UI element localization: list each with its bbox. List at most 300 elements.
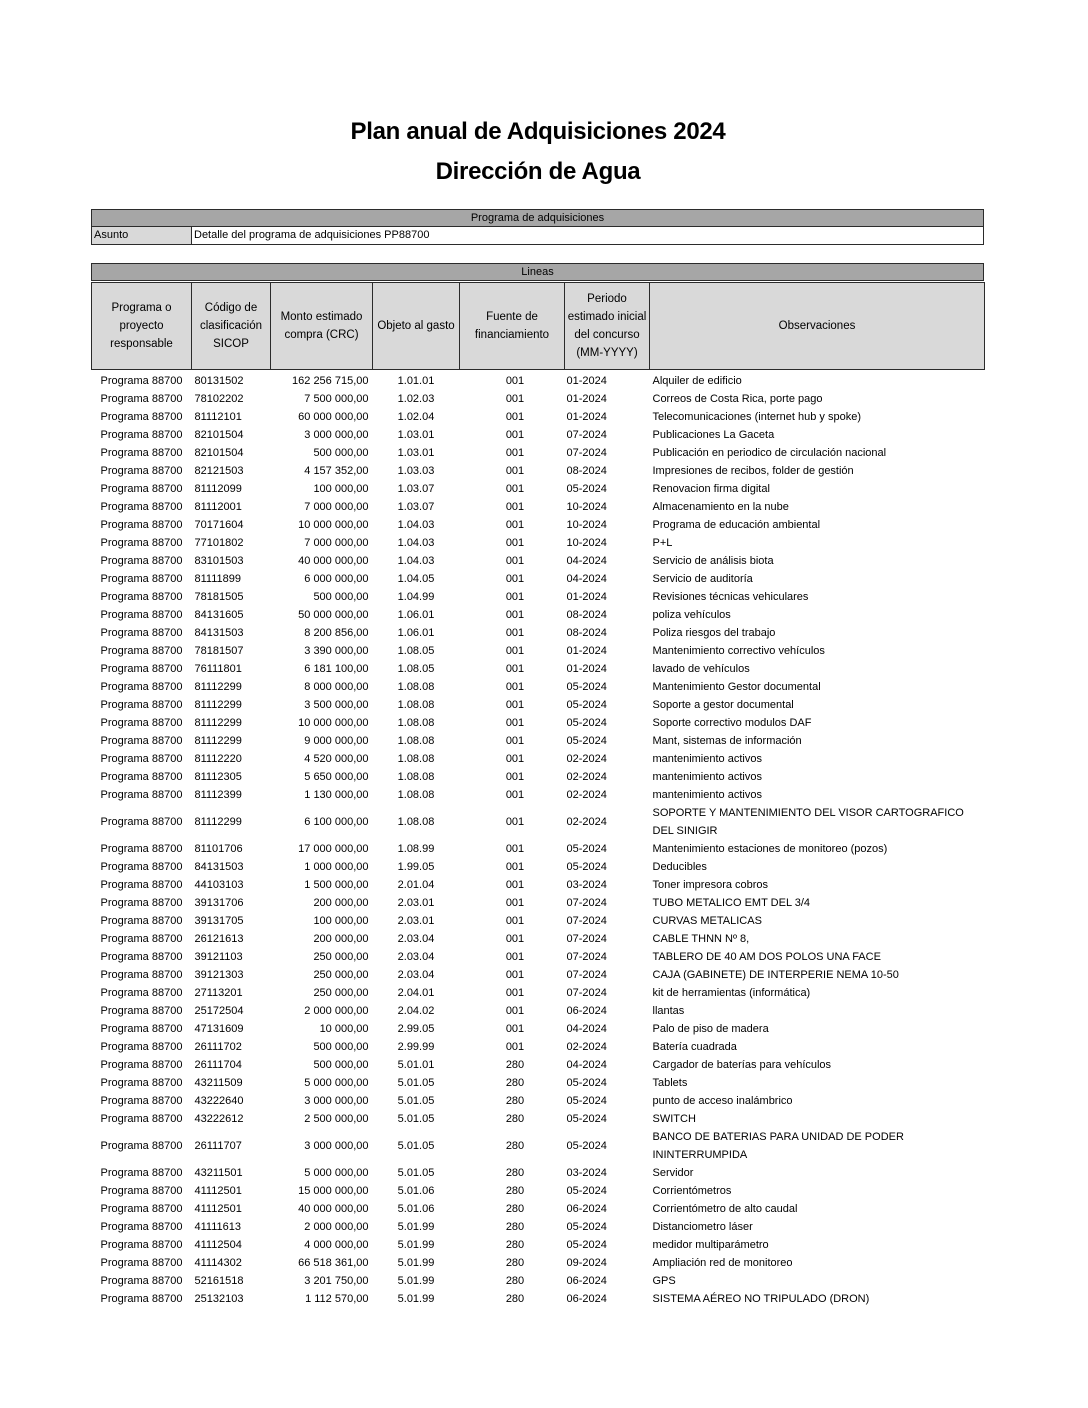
table-row <box>92 642 985 660</box>
cell-fuente: 280 <box>505 1167 525 1179</box>
cell-monto: 5 000 000,00 <box>304 1167 369 1179</box>
cell-periodo: 07-2024 <box>566 987 607 999</box>
cell-objeto: 5.01.99 <box>397 1221 435 1233</box>
cell-periodo: 07-2024 <box>566 897 607 909</box>
cell-monto: 2 500 000,00 <box>304 1113 369 1125</box>
cell-observaciones: SOPORTE Y MANTENIMIENTO DEL VISOR CARTOGRAFICO DEL SINIGIR <box>652 807 964 837</box>
cell-programa: Programa 88700 <box>100 1239 183 1251</box>
cell-periodo: 05-2024 <box>566 1113 607 1125</box>
cell-periodo: 05-2024 <box>566 843 607 855</box>
cell-objeto: 5.01.99 <box>397 1239 435 1251</box>
cell-fuente: 280 <box>505 1257 525 1269</box>
cell-observaciones: Publicaciones La Gaceta <box>652 429 775 441</box>
cell-fuente: 001 <box>505 951 525 963</box>
cell-monto: 9 000 000,00 <box>304 735 369 747</box>
column-header-fuente: Fuente de financiamiento <box>460 283 565 370</box>
cell-observaciones: P+L <box>652 537 673 549</box>
cell-monto: 6 181 100,00 <box>304 663 369 675</box>
lineas-table <box>91 282 985 1308</box>
table-row <box>92 714 985 732</box>
cell-periodo: 04-2024 <box>566 1023 607 1035</box>
table-row <box>92 1092 985 1110</box>
cell-codigo: 81112299 <box>194 699 242 711</box>
cell-programa: Programa 88700 <box>100 447 183 459</box>
table-row <box>92 1002 985 1020</box>
cell-fuente: 001 <box>505 537 525 549</box>
cell-codigo: 81112399 <box>194 789 242 801</box>
cell-fuente: 001 <box>505 1023 525 1035</box>
cell-observaciones: CAJA (GABINETE) DE INTERPERIE NEMA 10-50 <box>652 969 899 981</box>
cell-codigo: 26111704 <box>194 1059 242 1071</box>
cell-periodo: 04-2024 <box>566 555 607 567</box>
cell-programa: Programa 88700 <box>100 375 183 387</box>
cell-observaciones: Alquiler de edificio <box>652 375 742 387</box>
cell-periodo: 01-2024 <box>566 411 607 423</box>
table-body <box>92 370 985 1309</box>
cell-observaciones: Servicio de auditoría <box>652 573 753 585</box>
cell-fuente: 001 <box>505 843 525 855</box>
cell-objeto: 1.03.07 <box>397 501 435 513</box>
cell-monto: 4 157 352,00 <box>304 465 369 477</box>
table-row <box>92 696 985 714</box>
cell-codigo: 81111899 <box>194 573 241 585</box>
table-row <box>92 930 985 948</box>
cell-objeto: 1.04.03 <box>397 555 435 567</box>
cell-periodo: 07-2024 <box>566 447 607 459</box>
cell-observaciones: Distanciometro láser <box>652 1221 753 1233</box>
cell-objeto: 1.02.03 <box>397 393 435 405</box>
table-row <box>92 750 985 768</box>
table-row <box>92 426 985 444</box>
column-header-codigo: Código de clasificación SICOP <box>192 283 271 370</box>
cell-objeto: 1.08.05 <box>397 645 435 657</box>
cell-observaciones: Impresiones de recibos, folder de gestión <box>652 465 854 477</box>
cell-programa: Programa 88700 <box>100 1077 183 1089</box>
cell-objeto: 1.08.08 <box>397 816 435 828</box>
cell-fuente: 001 <box>505 771 525 783</box>
cell-objeto: 5.01.05 <box>397 1167 435 1179</box>
cell-monto: 6 100 000,00 <box>304 816 369 828</box>
cell-monto: 3 000 000,00 <box>304 1095 369 1107</box>
table-row <box>92 948 985 966</box>
cell-observaciones: mantenimiento activos <box>652 771 762 783</box>
cell-periodo: 10-2024 <box>566 501 607 513</box>
cell-codigo: 41112501 <box>194 1203 242 1215</box>
cell-monto: 3 500 000,00 <box>304 699 369 711</box>
asunto-row <box>91 227 984 245</box>
table-row <box>92 1056 985 1074</box>
cell-objeto: 5.01.05 <box>397 1077 435 1089</box>
cell-fuente: 001 <box>505 933 525 945</box>
table-row <box>92 732 985 750</box>
cell-periodo: 05-2024 <box>566 1095 607 1107</box>
cell-fuente: 280 <box>505 1221 525 1233</box>
cell-observaciones: Almacenamiento en la nube <box>652 501 789 513</box>
cell-monto: 162 256 715,00 <box>292 375 369 387</box>
cell-codigo: 84131503 <box>194 627 244 639</box>
cell-monto: 250 000,00 <box>313 969 369 981</box>
cell-fuente: 001 <box>505 681 525 693</box>
cell-periodo: 05-2024 <box>566 699 607 711</box>
cell-periodo: 02-2024 <box>566 753 607 765</box>
cell-periodo: 10-2024 <box>566 519 607 531</box>
cell-objeto: 2.01.04 <box>397 879 435 891</box>
cell-objeto: 1.06.01 <box>397 609 435 621</box>
cell-programa: Programa 88700 <box>100 771 183 783</box>
cell-objeto: 1.08.08 <box>397 699 435 711</box>
cell-objeto: 5.01.99 <box>397 1293 435 1305</box>
cell-periodo: 01-2024 <box>566 393 607 405</box>
cell-monto: 40 000 000,00 <box>298 1203 369 1215</box>
cell-observaciones: CABLE THNN Nº 8, <box>652 933 750 945</box>
cell-codigo: 81112299 <box>194 681 242 693</box>
cell-observaciones: SISTEMA AÉREO NO TRIPULADO (DRON) <box>652 1293 870 1305</box>
cell-observaciones: Cargador de baterías para vehículos <box>652 1059 832 1071</box>
table-row <box>92 606 985 624</box>
table-row <box>92 966 985 984</box>
cell-objeto: 1.08.08 <box>397 753 435 765</box>
cell-observaciones: Batería cuadrada <box>652 1041 737 1053</box>
cell-codigo: 41112501 <box>194 1185 242 1197</box>
document-title: Plan anual de Adquisiciones 2024 <box>350 118 726 145</box>
cell-codigo: 70171604 <box>194 519 244 531</box>
cell-programa: Programa 88700 <box>100 969 183 981</box>
cell-periodo: 06-2024 <box>566 1203 607 1215</box>
cell-objeto: 2.03.04 <box>397 969 435 981</box>
cell-fuente: 280 <box>505 1293 525 1305</box>
cell-codigo: 27113201 <box>194 987 243 999</box>
cell-monto: 7 000 000,00 <box>304 501 369 513</box>
programa-section <box>91 209 984 245</box>
cell-codigo: 52161518 <box>194 1275 244 1287</box>
cell-objeto: 1.03.03 <box>397 465 435 477</box>
cell-programa: Programa 88700 <box>100 555 183 567</box>
cell-programa: Programa 88700 <box>100 609 183 621</box>
cell-programa: Programa 88700 <box>100 573 183 585</box>
cell-periodo: 02-2024 <box>566 816 607 828</box>
cell-periodo: 06-2024 <box>566 1275 607 1287</box>
cell-observaciones: Mantenimiento correctivo vehículos <box>652 645 825 657</box>
cell-codigo: 81112299 <box>194 717 242 729</box>
cell-periodo: 01-2024 <box>566 645 607 657</box>
cell-observaciones: Ampliación red de monitoreo <box>652 1257 793 1269</box>
cell-fuente: 001 <box>505 375 525 387</box>
cell-monto: 200 000,00 <box>313 897 369 909</box>
cell-monto: 60 000 000,00 <box>298 411 369 423</box>
cell-observaciones: poliza vehículos <box>652 609 731 621</box>
cell-codigo: 82101504 <box>194 429 244 441</box>
cell-fuente: 001 <box>505 987 525 999</box>
cell-monto: 1 500 000,00 <box>304 879 369 891</box>
cell-fuente: 001 <box>505 1041 525 1053</box>
cell-fuente: 001 <box>505 699 525 711</box>
table-row <box>92 1074 985 1092</box>
table-row <box>92 1272 985 1290</box>
cell-periodo: 02-2024 <box>566 1041 607 1053</box>
cell-codigo: 81112299 <box>194 816 242 828</box>
cell-objeto: 1.08.05 <box>397 663 435 675</box>
cell-codigo: 83101503 <box>194 555 244 567</box>
cell-observaciones: Mantenimiento Gestor documental <box>652 681 821 693</box>
cell-programa: Programa 88700 <box>100 519 183 531</box>
cell-periodo: 09-2024 <box>566 1257 607 1269</box>
cell-objeto: 1.08.08 <box>397 735 435 747</box>
cell-objeto: 1.08.08 <box>397 681 435 693</box>
cell-objeto: 5.01.01 <box>397 1059 435 1071</box>
cell-monto: 3 000 000,00 <box>304 429 369 441</box>
cell-programa: Programa 88700 <box>100 843 183 855</box>
cell-objeto: 5.01.05 <box>397 1095 435 1107</box>
cell-codigo: 81112001 <box>194 501 242 513</box>
cell-observaciones: Poliza riesgos del trabajo <box>652 627 776 639</box>
cell-codigo: 39131706 <box>194 897 244 909</box>
cell-periodo: 07-2024 <box>566 915 607 927</box>
cell-periodo: 05-2024 <box>566 483 607 495</box>
column-header-monto: Monto estimado compra (CRC) <box>271 283 373 370</box>
cell-periodo: 10-2024 <box>566 537 607 549</box>
cell-fuente: 001 <box>505 573 525 585</box>
table-row <box>92 876 985 894</box>
cell-monto: 3 000 000,00 <box>304 1140 369 1152</box>
cell-programa: Programa 88700 <box>100 591 183 603</box>
cell-programa: Programa 88700 <box>100 465 183 477</box>
cell-programa: Programa 88700 <box>100 1095 183 1107</box>
cell-fuente: 001 <box>505 429 525 441</box>
cell-observaciones: Renovacion firma digital <box>652 483 770 495</box>
cell-monto: 66 518 361,00 <box>298 1257 369 1269</box>
cell-codigo: 47131609 <box>194 1023 244 1035</box>
cell-fuente: 001 <box>505 1005 525 1017</box>
cell-objeto: 2.03.01 <box>397 897 435 909</box>
cell-objeto: 1.04.03 <box>397 519 435 531</box>
cell-objeto: 1.03.07 <box>397 483 435 495</box>
cell-periodo: 05-2024 <box>566 1239 607 1251</box>
cell-programa: Programa 88700 <box>100 1185 183 1197</box>
table-row <box>92 1236 985 1254</box>
table-row <box>92 570 985 588</box>
cell-monto: 3 201 750,00 <box>304 1275 369 1287</box>
cell-fuente: 280 <box>505 1185 525 1197</box>
cell-monto: 250 000,00 <box>313 951 369 963</box>
table-row <box>92 480 985 498</box>
cell-codigo: 43211501 <box>194 1167 243 1179</box>
cell-programa: Programa 88700 <box>100 735 183 747</box>
cell-programa: Programa 88700 <box>100 1023 183 1035</box>
cell-observaciones: lavado de vehículos <box>652 663 750 675</box>
table-row <box>92 984 985 1002</box>
table-row <box>92 1254 985 1272</box>
cell-periodo: 08-2024 <box>566 609 607 621</box>
cell-observaciones: punto de acceso inalámbrico <box>652 1095 793 1107</box>
cell-monto: 17 000 000,00 <box>298 843 369 855</box>
cell-objeto: 1.03.01 <box>397 429 435 441</box>
cell-observaciones: medidor multiparámetro <box>652 1239 769 1251</box>
table-row <box>92 894 985 912</box>
table-row <box>92 840 985 858</box>
cell-fuente: 001 <box>505 483 525 495</box>
lineas-section <box>91 263 984 281</box>
cell-codigo: 82101504 <box>194 447 244 459</box>
cell-fuente: 280 <box>505 1203 525 1215</box>
cell-codigo: 81112099 <box>194 483 242 495</box>
cell-codigo: 80131502 <box>194 375 244 387</box>
cell-fuente: 001 <box>505 735 525 747</box>
cell-codigo: 78181505 <box>194 591 244 603</box>
cell-codigo: 77101802 <box>194 537 244 549</box>
cell-programa: Programa 88700 <box>100 663 183 675</box>
cell-programa: Programa 88700 <box>100 915 183 927</box>
cell-monto: 500 000,00 <box>313 1059 369 1071</box>
cell-observaciones: Correos de Costa Rica, porte pago <box>652 393 823 405</box>
table-row <box>92 408 985 426</box>
cell-programa: Programa 88700 <box>100 1221 183 1233</box>
cell-monto: 4 000 000,00 <box>304 1239 369 1251</box>
cell-objeto: 1.03.01 <box>397 447 435 459</box>
cell-programa: Programa 88700 <box>100 1275 183 1287</box>
cell-codigo: 43222640 <box>194 1095 244 1107</box>
cell-monto: 4 520 000,00 <box>304 753 369 765</box>
cell-monto: 7 000 000,00 <box>304 537 369 549</box>
cell-codigo: 26111707 <box>194 1140 242 1152</box>
cell-fuente: 001 <box>505 555 525 567</box>
cell-monto: 1 112 570,00 <box>305 1293 369 1305</box>
cell-periodo: 05-2024 <box>566 717 607 729</box>
cell-monto: 10 000 000,00 <box>298 717 369 729</box>
cell-periodo: 01-2024 <box>566 591 607 603</box>
cell-observaciones: Servicio de análisis biota <box>652 555 774 567</box>
cell-programa: Programa 88700 <box>100 1005 183 1017</box>
cell-codigo: 43222612 <box>194 1113 244 1125</box>
cell-periodo: 04-2024 <box>566 1059 607 1071</box>
cell-fuente: 001 <box>505 609 525 621</box>
cell-codigo: 41114302 <box>194 1257 242 1269</box>
cell-periodo: 02-2024 <box>566 789 607 801</box>
cell-fuente: 001 <box>505 663 525 675</box>
cell-fuente: 001 <box>505 789 525 801</box>
cell-monto: 5 650 000,00 <box>304 771 369 783</box>
cell-programa: Programa 88700 <box>100 627 183 639</box>
cell-monto: 1 000 000,00 <box>304 861 369 873</box>
cell-programa: Programa 88700 <box>100 1203 183 1215</box>
asunto-label: Asunto <box>92 227 192 244</box>
cell-fuente: 001 <box>505 501 525 513</box>
cell-codigo: 25172504 <box>194 1005 244 1017</box>
cell-codigo: 41111613 <box>194 1221 241 1233</box>
cell-codigo: 26121613 <box>194 933 244 945</box>
table-row <box>92 858 985 876</box>
cell-objeto: 1.08.08 <box>397 771 435 783</box>
cell-codigo: 44103103 <box>194 879 244 891</box>
cell-fuente: 280 <box>505 1275 525 1287</box>
cell-fuente: 001 <box>505 465 525 477</box>
cell-observaciones: SWITCH <box>652 1113 696 1125</box>
cell-monto: 100 000,00 <box>313 483 369 495</box>
table-row <box>92 534 985 552</box>
cell-codigo: 81112101 <box>194 411 242 423</box>
cell-observaciones: Soporte a gestor documental <box>652 699 794 711</box>
cell-codigo: 81112299 <box>194 735 242 747</box>
table-row <box>92 660 985 678</box>
cell-periodo: 03-2024 <box>566 879 607 891</box>
cell-monto: 100 000,00 <box>313 915 369 927</box>
cell-periodo: 06-2024 <box>566 1005 607 1017</box>
cell-observaciones: llantas <box>652 1005 685 1017</box>
cell-programa: Programa 88700 <box>100 861 183 873</box>
table-row <box>92 804 985 840</box>
table-row <box>92 390 985 408</box>
cell-periodo: 08-2024 <box>566 465 607 477</box>
cell-codigo: 39131705 <box>194 915 244 927</box>
cell-monto: 15 000 000,00 <box>298 1185 369 1197</box>
cell-monto: 500 000,00 <box>313 447 369 459</box>
cell-monto: 2 000 000,00 <box>304 1005 369 1017</box>
cell-programa: Programa 88700 <box>100 933 183 945</box>
cell-codigo: 39121103 <box>194 951 243 963</box>
cell-codigo: 78181507 <box>194 645 244 657</box>
cell-observaciones: TUBO METALICO EMT DEL 3/4 <box>652 897 810 909</box>
cell-periodo: 05-2024 <box>566 1185 607 1197</box>
cell-codigo: 84131605 <box>194 609 244 621</box>
cell-periodo: 05-2024 <box>566 735 607 747</box>
document-subtitle: Dirección de Agua <box>435 158 641 185</box>
cell-codigo: 41112504 <box>194 1239 242 1251</box>
table-row <box>92 444 985 462</box>
cell-periodo: 03-2024 <box>566 1167 607 1179</box>
cell-observaciones: Mant, sistemas de información <box>652 735 802 747</box>
cell-programa: Programa 88700 <box>100 897 183 909</box>
cell-observaciones: kit de herramientas (informática) <box>652 987 811 999</box>
table-row <box>92 516 985 534</box>
cell-codigo: 25132103 <box>194 1293 244 1305</box>
cell-observaciones: Tablets <box>652 1077 688 1089</box>
cell-periodo: 07-2024 <box>566 429 607 441</box>
table-row <box>92 1128 985 1164</box>
cell-programa: Programa 88700 <box>100 879 183 891</box>
cell-objeto: 2.99.05 <box>397 1023 435 1035</box>
cell-objeto: 5.01.99 <box>397 1257 435 1269</box>
cell-observaciones: TABLERO DE 40 AM DOS POLOS UNA FACE <box>652 951 881 963</box>
cell-objeto: 2.03.04 <box>397 951 435 963</box>
cell-monto: 8 200 856,00 <box>304 627 369 639</box>
cell-objeto: 1.99.05 <box>397 861 435 873</box>
cell-observaciones: mantenimiento activos <box>652 753 762 765</box>
table-row <box>92 768 985 786</box>
cell-fuente: 001 <box>505 915 525 927</box>
table-row <box>92 912 985 930</box>
cell-programa: Programa 88700 <box>100 699 183 711</box>
cell-programa: Programa 88700 <box>100 645 183 657</box>
cell-programa: Programa 88700 <box>100 393 183 405</box>
cell-fuente: 001 <box>505 969 525 981</box>
asunto-value: Detalle del programa de adquisiciones PP88700 <box>192 227 983 244</box>
cell-observaciones: GPS <box>652 1275 676 1287</box>
cell-fuente: 001 <box>505 591 525 603</box>
cell-programa: Programa 88700 <box>100 1140 183 1152</box>
cell-fuente: 001 <box>505 447 525 459</box>
cell-fuente: 001 <box>505 411 525 423</box>
table-row <box>92 588 985 606</box>
cell-observaciones: BANCO DE BATERIAS PARA UNIDAD DE PODER ININTERRUMPIDA <box>652 1131 904 1161</box>
cell-observaciones: Toner impresora cobros <box>652 879 769 891</box>
cell-codigo: 82121503 <box>194 465 244 477</box>
table-row <box>92 1110 985 1128</box>
cell-fuente: 001 <box>505 879 525 891</box>
cell-programa: Programa 88700 <box>100 717 183 729</box>
table-row <box>92 1290 985 1308</box>
cell-observaciones: Deducibles <box>652 861 707 873</box>
table-row <box>92 498 985 516</box>
cell-objeto: 1.08.99 <box>397 843 435 855</box>
